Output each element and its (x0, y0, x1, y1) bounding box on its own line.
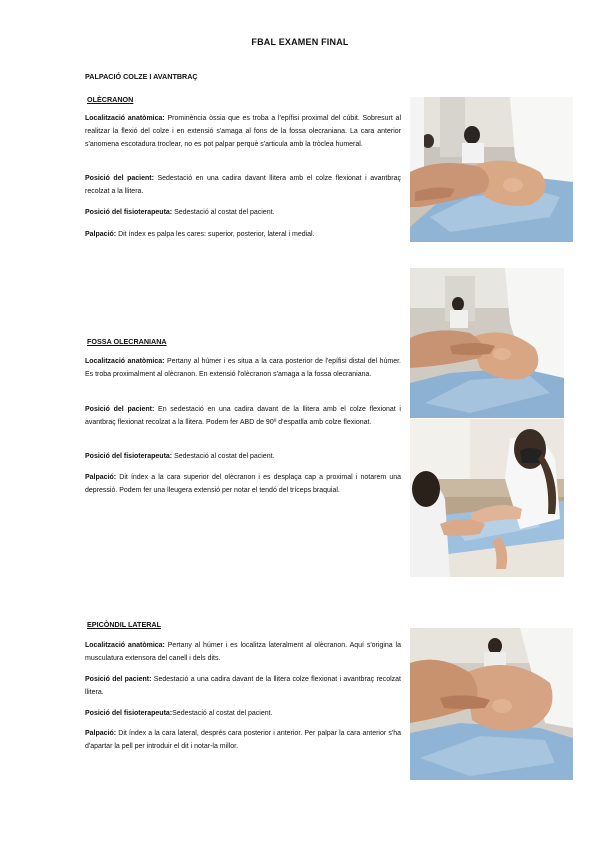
paragraph (85, 450, 401, 463)
paragraph (85, 172, 401, 198)
paragraph-label: Posició del pacient: (85, 676, 152, 683)
paragraph (85, 673, 401, 699)
paragraph-text: Pertany al húmer i es localitza lateralment al olècranon. Aquí s'origina la musculatura extensora del canell i dels dits. (85, 642, 401, 662)
paragraph-text: En sedestació en una cadira davant de la llitera amb el colze flexionat i avantbraç flexionat recolzat a la llitera. Podem fer ABD de 90º d'espatlla amb colze flexionat. (85, 406, 401, 426)
paragraph-text: Dit índex a la cara superior del olècranon i es desplaça cap a proximal i notarem una depressió. Podem fer una lleugera extensió per notar el tendó del tríceps braquial. (85, 474, 401, 494)
photo-fossa-palpation-wide-image (410, 419, 564, 577)
paragraph-text: Dit índex es palpa les cares: superior, posterior, lateral i medial. (116, 231, 315, 238)
paragraph-text: Sedestació al costat del pacient. (172, 710, 273, 717)
paragraph-text: Sedestació al costat del pacient. (172, 209, 275, 216)
paragraph (85, 471, 401, 497)
page-title: FBAL EXAMEN FINAL (251, 37, 349, 47)
photo-epicondyle-palpation-image (410, 628, 573, 780)
paragraph (85, 206, 401, 219)
section-heading-epicondil-lateral: EPICÒNDIL LATERAL (87, 620, 162, 629)
section-heading-fossa-olecraniana: FOSSA OLECRANIANA (87, 337, 167, 346)
paragraph-text: Sedestació en una cadira davant llitera amb el colze flexionat i avantbraç recolzat a la llitera. (85, 175, 401, 195)
paragraph (85, 112, 401, 151)
paragraph (85, 707, 401, 720)
paragraph-text: Sedestació al costat del pacient. (172, 453, 275, 460)
paragraph-text: Pertany al húmer i es situa a la cara posterior de l'epífisi distal del húmer. Es troba proximalment al olècranon. En extensió l'olècranon s'amaga a la fossa olecraniana. (85, 358, 401, 378)
paragraph (85, 727, 401, 753)
paragraph-label: Palpació: (85, 231, 117, 238)
photo-fossa-palpation-closeup-image (410, 268, 564, 418)
photo-fossa-palpation-wide (410, 419, 564, 577)
paragraph-label: Localització anatòmica: (85, 115, 165, 122)
paragraph-label: Localització anatòmica: (85, 358, 165, 365)
photo-fossa-palpation-closeup (410, 268, 564, 418)
paragraph (85, 403, 401, 429)
paragraph-label: Palpació: (85, 474, 117, 481)
paragraph-label: Posició del fisioterapeuta: (85, 453, 173, 460)
paragraph-label: Posició del pacient: (85, 406, 155, 413)
paragraph-label: Posició del fisioterapeuta: (85, 710, 173, 717)
paragraph-text: Prominència òssia que es troba a l'epífisi proximal del cúbit. Sobresurt al realitzar la flexió del colze i en extensió s'amaga al fons de la fossa olecraniana. La cara anterior s'anomena escotadura troclear, no es pot palpar perquè s'articula amb la tròclea humeral. (85, 115, 401, 148)
paragraph-text: Sedestació a una cadira davant de la llitera colze flexionat i avantbraç recolzat llitera. (85, 676, 401, 696)
paragraph (85, 228, 401, 241)
section-heading-olecranon: OLÈCRANON (87, 95, 134, 104)
paragraph-label: Posició del fisioterapeuta: (85, 209, 173, 216)
page-subtitle: PALPACIÓ COLZE I AVANTBRAÇ (85, 72, 198, 81)
paragraph (85, 355, 401, 381)
paragraph-text: Dit índex a la cara lateral, després cara posterior i anterior. Per palpar la cara anterior s'ha d'apartar la pell per introduir el dit i notar-la millor. (85, 730, 401, 750)
photo-olecranon-palpation (410, 97, 573, 242)
paragraph-label: Palpació: (85, 730, 117, 737)
photo-olecranon-palpation-image (410, 97, 573, 242)
photo-epicondyle-palpation (410, 628, 573, 780)
paragraph-label: Posició del pacient: (85, 175, 154, 182)
paragraph (85, 639, 401, 665)
paragraph-label: Localització anatòmica: (85, 642, 165, 649)
